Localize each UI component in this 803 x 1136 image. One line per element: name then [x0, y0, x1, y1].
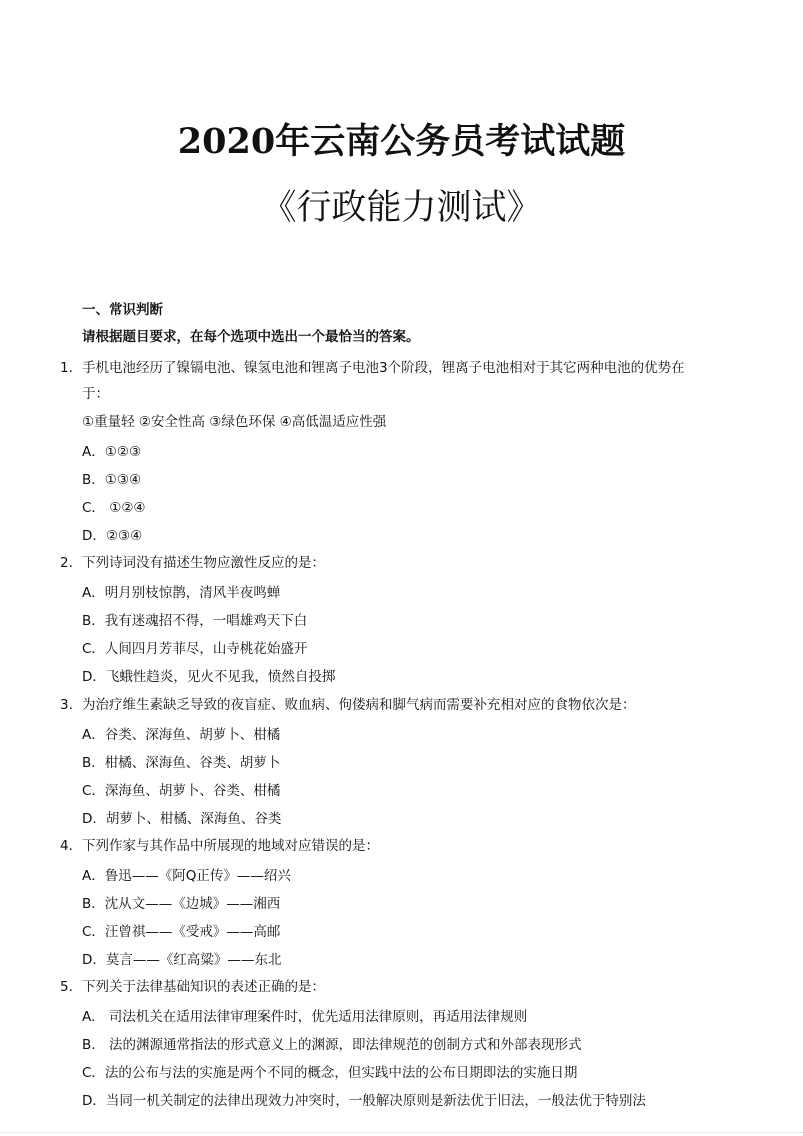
question-number: 3. [60, 697, 73, 713]
instruction-text: 请根据题目要求，在每个选项中选出一个最恰当的答案。 [82, 329, 420, 345]
option-c: C．人间四月芳菲尽，山寺桃花始盛开 [82, 641, 308, 657]
option-d: D．莫言——《红高粱》——东北 [82, 952, 282, 968]
option-b: B. 法的渊源通常指法的形式意义上的渊源，即法律规范的创制方式和外部表现形式 [82, 1037, 582, 1053]
option-c: C．汪曾祺——《受戒》——高邮 [82, 924, 281, 940]
question-text: 手机电池经历了镍镉电池、镍氢电池和锂离子电池3个阶段，锂离子电池相对于其它两种电池的优势在 [82, 360, 685, 376]
option-a: A．谷类、深海鱼、胡萝卜、柑橘 [82, 727, 281, 743]
option-c: C．法的公布与法的实施是两个不同的概念，但实践中法的公布日期即法的实施日期 [82, 1065, 578, 1081]
option-d: D．②③④ [82, 528, 143, 544]
option-a: A. 司法机关在适用法律审理案件时，优先适用法律原则，再适用法律规则 [82, 1009, 528, 1025]
question-number: 1. [60, 360, 73, 376]
question-text: 下列诗词没有描述生物应激性反应的是： [82, 555, 325, 571]
question-text: 下列关于法律基础知识的表述正确的是： [82, 979, 325, 995]
question-note: ①重量轻 ②安全性高 ③绿色环保 ④高低温适应性强 [82, 414, 387, 430]
option-d: D．飞蛾性趋炎，见火不见我，愤然自投掷 [82, 669, 336, 685]
question-text: 下列作家与其作品中所展现的地域对应错误的是： [82, 838, 379, 854]
option-a: A．①②③ [82, 444, 142, 460]
option-c: C． ①②④ [82, 500, 146, 516]
question-text: 为治疗维生素缺乏导致的夜盲症、败血病、佝偻病和脚气病而需要补充相对应的食物依次是： [82, 697, 636, 713]
option-a: A．鲁迅——《阿Q正传》——绍兴 [82, 868, 291, 884]
option-b: B．沈从文——《边城》——湘西 [82, 896, 281, 912]
question-number: 4. [60, 838, 73, 854]
document-subtitle: 《行政能力测试》 [261, 188, 542, 228]
option-b: B．柑橘、深海鱼、谷类、胡萝卜 [82, 755, 281, 771]
option-d: D．胡萝卜、柑橘、深海鱼、谷类 [82, 811, 282, 827]
option-b: B．我有迷魂招不得，一唱雄鸡天下白 [82, 613, 308, 629]
option-c: C．深海鱼、胡萝卜、谷类、柑橘 [82, 783, 281, 799]
option-a: A．明月别枝惊鹊，清风半夜鸣蝉 [82, 585, 281, 601]
question-number: 5. [60, 979, 73, 995]
document-title: 2020年云南公务员考试试题 [177, 121, 626, 162]
option-d: D．当同一机关制定的法律出现效力冲突时，一般解决原则是新法优于旧法，一般法优于特别法 [82, 1093, 646, 1109]
question-number: 2. [60, 555, 73, 571]
question-text-continued: 于： [82, 386, 109, 402]
section-heading: 一、常识判断 [82, 302, 163, 318]
page-bottom-border [0, 1132, 803, 1134]
option-b: B．①③④ [82, 472, 142, 488]
